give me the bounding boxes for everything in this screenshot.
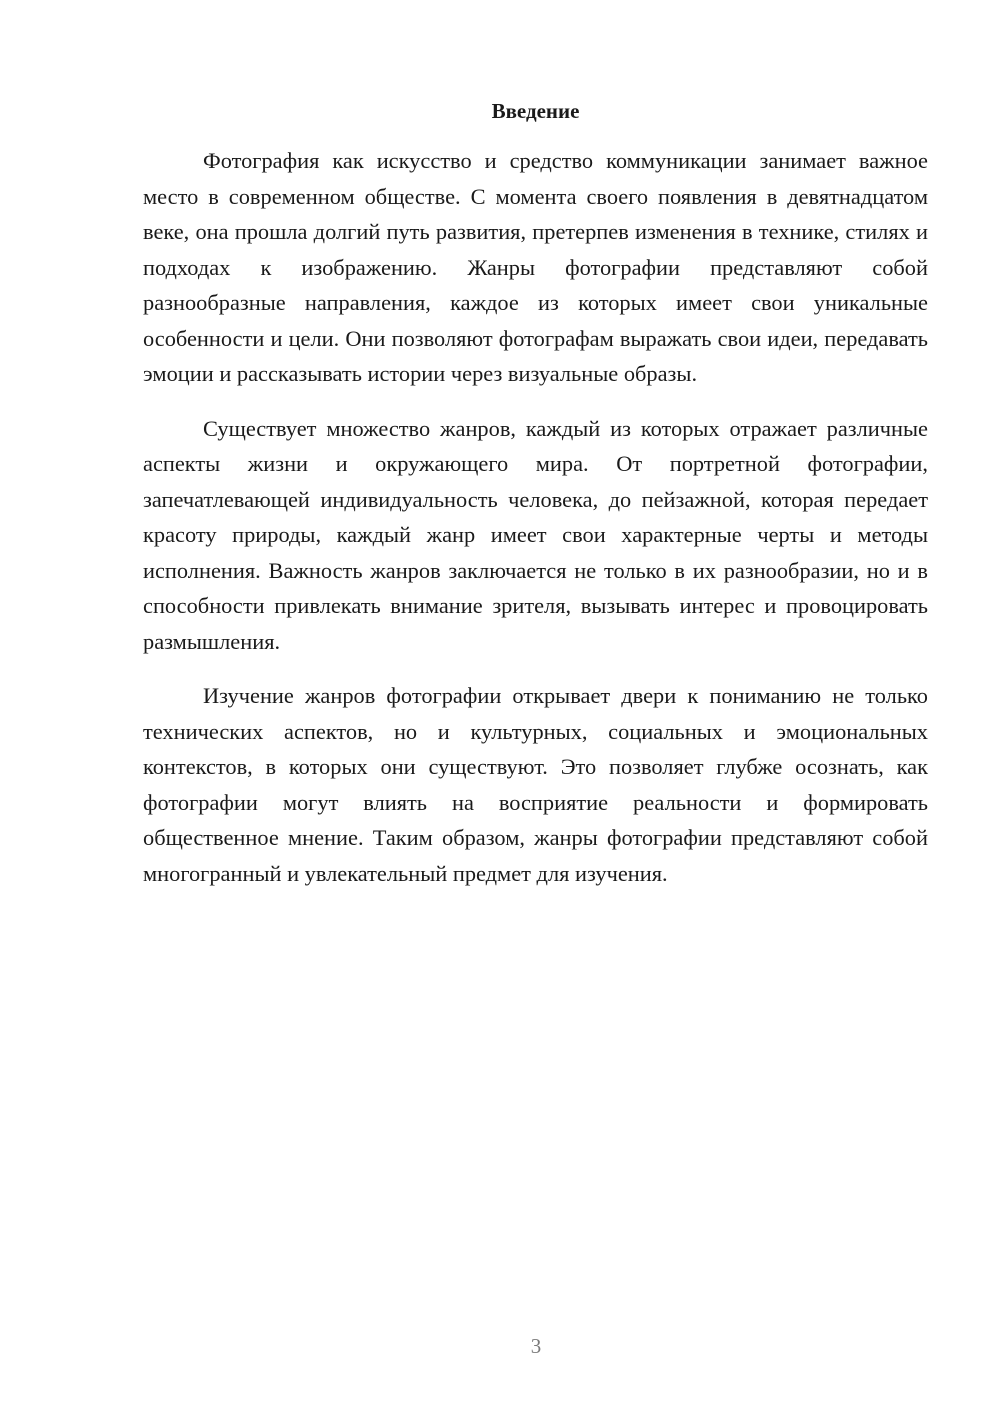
paragraph-3: Изучение жанров фотографии открывает двери к пониманию не только технических аспектов, но и культурных, социальных и эмоциональных контекстов, в которых они существуют. Это позволяет глубже осознать, как фотографии могут влиять на восприятие реальности и формировать общественное мнение. Таким образом, жанры фотографии представляют собой многогранный и увлекательный предмет для изучения.: [143, 683, 928, 886]
page-number: 3: [530, 1334, 542, 1358]
page-content: [143, 96, 928, 910]
section-title: Введение: [491, 99, 580, 123]
paragraph-2: Существует множество жанров, каждый из которых отражает различные аспекты жизни и окружающего мира. От портретной фотографии, запечатлевающей индивидуальность человека, до пейзажной, которая передает красоту природы, каждый жанр имеет свои характерные черты и методы исполнения. Важность жанров заключается не только в их разнообразии, но и в способности привлекать внимание зрителя, вызывать интерес и провоцировать размышления.: [143, 415, 928, 654]
paragraph-1: Фотография как искусство и средство коммуникации занимает важное место в современном обществе. С момента своего появления в девятнадцатом веке, она прошла долгий путь развития, претерпев изменения в технике, стилях и подходах к изображению. Жанры фотографии представляют собой разнообразные направления, каждое из которых имеет свои уникальные особенности и цели. Они позволяют фотографам выражать свои идеи, передавать эмоции и рассказывать истории через визуальные образы.: [143, 148, 928, 386]
